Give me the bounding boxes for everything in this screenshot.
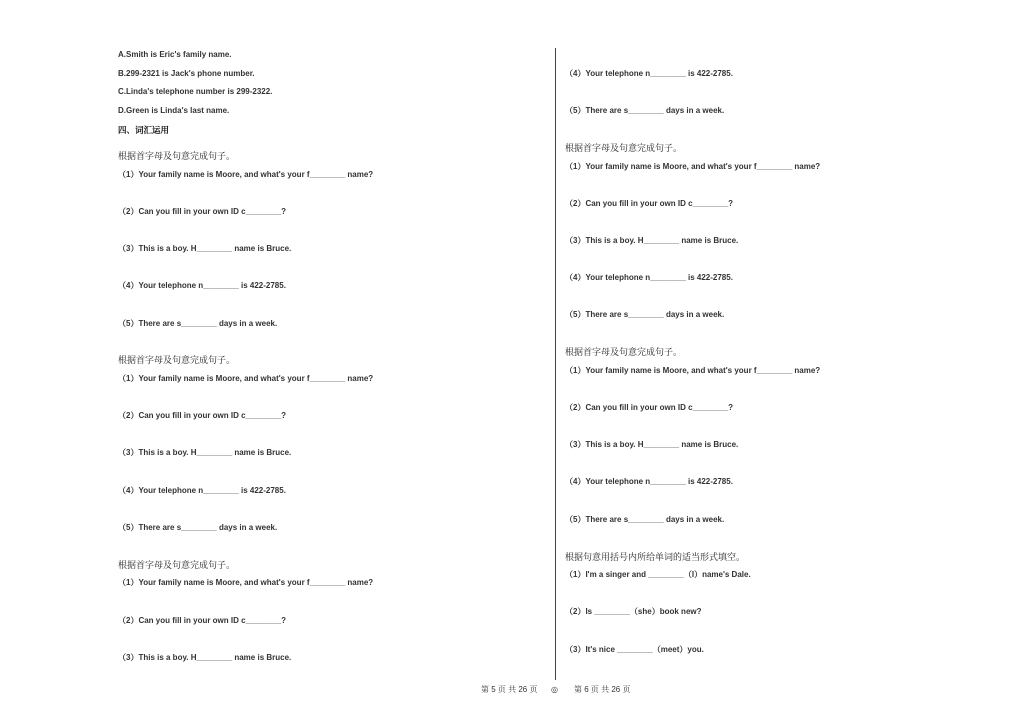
option-a: A.Smith is Eric's family name. (118, 50, 232, 59)
question-item: （2）Can you fill in your own ID c________? (565, 199, 734, 208)
option-b: B.299-2321 is Jack's phone number. (118, 69, 255, 78)
instruction: 根据首字母及句意完成句子。 (118, 355, 236, 365)
right-page-number: 第 6 页 共 26 页 (574, 685, 631, 694)
question-item: （1）Your family name is Moore, and what's your f________ name? (565, 366, 821, 375)
page-footer (0, 685, 1024, 697)
separator-icon: ◎ (551, 685, 558, 694)
question-item: （4）Your telephone n________ is 422-2785. (565, 477, 733, 486)
instruction: 根据首字母及句意完成句子。 (565, 347, 683, 357)
question-item: （3）This is a boy. H________ name is Bruce. (118, 448, 292, 457)
instruction: 根据首字母及句意完成句子。 (565, 143, 683, 153)
option-d: D.Green is Linda's last name. (118, 106, 230, 115)
question-item: （1）Your family name is Moore, and what's your f________ name? (118, 578, 374, 587)
question-item: （3）This is a boy. H________ name is Bruce. (565, 236, 739, 245)
question-item: （3）This is a boy. H________ name is Bruce. (118, 653, 292, 662)
question-item: （2）Is ________（she）book new? (565, 607, 702, 616)
question-item: （5）There are s________ days in a week. (118, 319, 278, 328)
question-item: （5）There are s________ days in a week. (565, 106, 725, 115)
question-item: （2）Can you fill in your own ID c________? (118, 616, 287, 625)
question-item: （4）Your telephone n________ is 422-2785. (118, 486, 286, 495)
right-page (556, 0, 1024, 724)
question-item: （1）I'm a singer and ________（I）name's Dale. (565, 570, 751, 579)
question-item: （1）Your family name is Moore, and what's your f________ name? (118, 374, 374, 383)
question-item: （4）Your telephone n________ is 422-2785. (118, 281, 286, 290)
question-item: （1）Your family name is Moore, and what's your f________ name? (565, 162, 821, 171)
instruction: 根据首字母及句意完成句子。 (118, 560, 236, 570)
question-item: （5）There are s________ days in a week. (565, 310, 725, 319)
left-page-number: 第 5 页 共 26 页 (481, 685, 538, 694)
question-item: （2）Can you fill in your own ID c________? (565, 403, 734, 412)
instruction: 根据句意用括号内所给单词的适当形式填空。 (565, 552, 746, 562)
question-item: （3）This is a boy. H________ name is Bruce. (118, 244, 292, 253)
question-item: （5）There are s________ days in a week. (118, 523, 278, 532)
section-heading: 四、词汇运用 (118, 125, 170, 135)
question-item: （4）Your telephone n________ is 422-2785. (565, 273, 733, 282)
question-item: （4）Your telephone n________ is 422-2785. (565, 69, 733, 78)
option-c: C.Linda's telephone number is 299-2322. (118, 87, 273, 96)
question-item: （2）Can you fill in your own ID c________? (118, 411, 287, 420)
question-item: （5）There are s________ days in a week. (565, 515, 725, 524)
question-item: （3）It's nice ________（meet）you. (565, 645, 704, 654)
question-item: （2）Can you fill in your own ID c________? (118, 207, 287, 216)
instruction: 根据首字母及句意完成句子。 (118, 151, 236, 161)
question-item: （1）Your family name is Moore, and what's your f________ name? (118, 170, 374, 179)
question-item: （3）This is a boy. H________ name is Bruce. (565, 440, 739, 449)
